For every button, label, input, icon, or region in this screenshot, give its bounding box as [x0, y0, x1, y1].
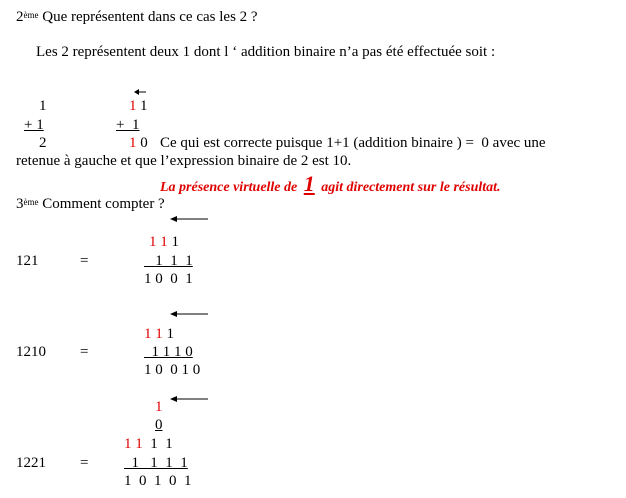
heading-2: 2ème Que représentent dans ce cas les 2 ? — [16, 9, 258, 25]
intro-text: Les 2 représentent deux 1 dont l ‘ addition binaire n’a pas été effectuée soit : — [36, 44, 496, 60]
calc3-operand: 1 1 1 1 — [131, 455, 188, 471]
heading-3: 3ème Comment compter ? — [16, 196, 165, 212]
carry-arrow-icon — [170, 311, 208, 317]
calc1-carry: 1 1 1 — [149, 234, 179, 250]
explain-line-1: Ce qui est correcte puisque 1+1 (addition binaire ) = 0 avec une — [160, 135, 546, 151]
explain-line-2: retenue à gauche et que l’expression binaire de 2 est 10. — [16, 153, 352, 169]
calc3-label: 1221 — [16, 455, 46, 471]
carry-arrow-icon — [170, 216, 208, 222]
ex2-row2: + 1 — [116, 117, 140, 133]
ex1-row2: + 1 — [24, 117, 44, 133]
ex2-row1: 1 — [140, 98, 148, 114]
calc2-carry: 1 1 1 — [144, 326, 174, 342]
calc2-equals: = — [80, 344, 89, 360]
calc1-operand: 1 1 1 — [155, 253, 193, 269]
calc2-operand: 1 1 1 0 — [151, 344, 193, 360]
carry-arrow-icon — [170, 396, 208, 402]
calc3-carry-top: 1 — [155, 399, 163, 415]
calc1-result: 1 0 0 1 — [144, 271, 193, 287]
ex2-carry: 1 — [129, 98, 137, 114]
calc3-carry-zero: 0 — [155, 417, 163, 433]
ex1-row1: 1 — [39, 98, 47, 114]
calc1-equals: = — [80, 253, 89, 269]
calc3-equals: = — [80, 455, 89, 471]
ex2-result: 1 0 — [129, 135, 148, 151]
calc2-label: 1210 — [16, 344, 46, 360]
calc3-result: 1 0 1 0 1 — [124, 473, 192, 489]
note-red: La présence virtuelle de 1 agit directement sur le résultat. — [160, 171, 501, 196]
calc2-result: 1 0 0 1 0 — [144, 362, 201, 378]
carry-arrow-icon — [134, 89, 146, 95]
ex1-result: 2 — [39, 135, 47, 151]
calc1-label: 121 — [16, 253, 39, 269]
calc3-carry-row: 1 1 1 1 — [124, 436, 173, 452]
